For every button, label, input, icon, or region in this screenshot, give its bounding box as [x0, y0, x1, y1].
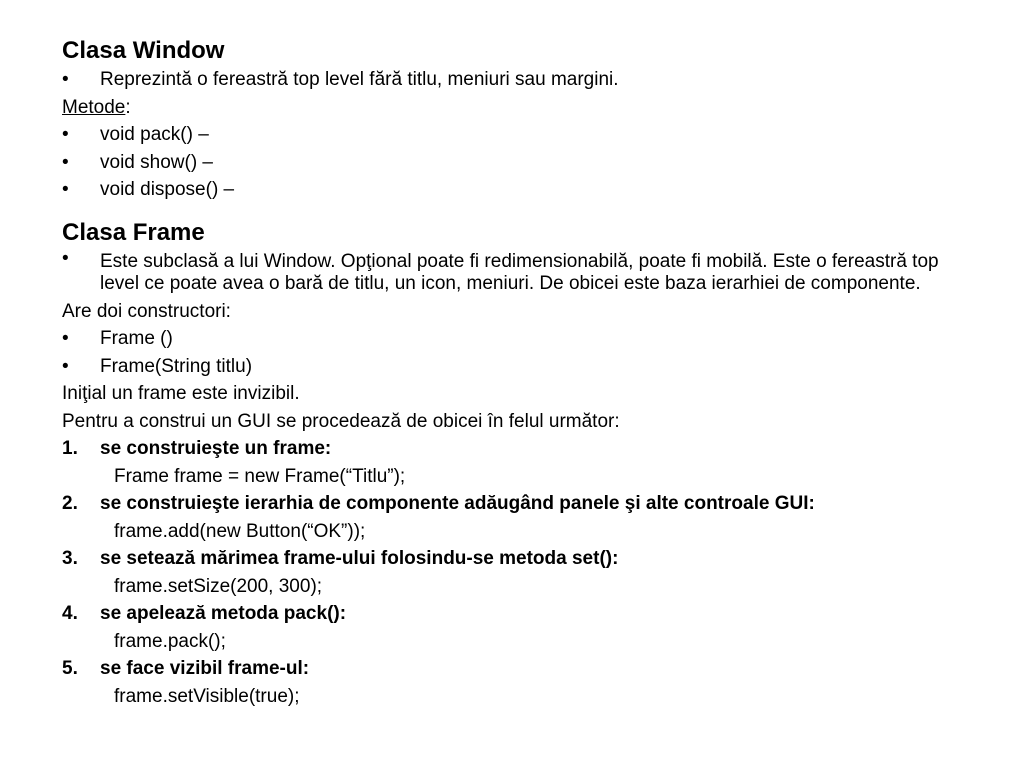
step-4-code: frame.pack(); — [114, 630, 226, 652]
step-1-code: Frame frame = new Frame(“Titlu”); — [114, 465, 406, 487]
step-text: se setează mărimea frame-ului folosindu-se metoda set(): — [100, 548, 619, 569]
bullet-icon: • — [62, 151, 69, 173]
step-2-code: frame.add(new Button(“OK”)); — [114, 520, 366, 542]
step-3 — [62, 545, 982, 573]
step-1 — [62, 435, 982, 463]
method-item-dispose — [62, 176, 982, 204]
step-5-code: frame.setVisible(true); — [114, 685, 300, 707]
frame-description — [62, 248, 982, 298]
methods-label-text: Metode — [62, 96, 126, 118]
section-gap — [62, 204, 982, 218]
bullet-icon: • — [62, 179, 69, 200]
window-heading: Clasa Window — [62, 37, 225, 64]
method-item-pack — [62, 121, 982, 149]
step-number: 3. — [62, 548, 78, 569]
step-text: se face vizibil frame-ul: — [100, 658, 310, 679]
step-text: se construieşte un frame: — [100, 438, 332, 459]
step-5 — [62, 655, 982, 683]
step-number: 4. — [62, 603, 78, 624]
bullet-icon: • — [62, 355, 69, 377]
step-2 — [62, 490, 982, 518]
method-item-text: void dispose() – — [100, 179, 235, 200]
constructor-item-title — [62, 353, 982, 381]
bullet-icon: • — [62, 247, 69, 269]
bullet-icon: • — [62, 328, 69, 349]
frame-heading: Clasa Frame — [62, 218, 205, 246]
step-text: se construieşte ierarhia de componente adăugând panele şi alte controale GUI: — [100, 493, 815, 514]
method-item-text: void show() – — [100, 151, 213, 173]
methods-label — [62, 94, 982, 122]
procedure-intro: Pentru a construi un GUI se procedează de obicei în felul următor: — [62, 410, 620, 432]
window-description-text: Reprezintă o fereastră top level fără titlu, meniuri sau margini. — [100, 69, 619, 90]
step-text: se apelează metoda pack(): — [100, 603, 347, 624]
step-number: 1. — [62, 438, 78, 459]
constructor-item-default — [62, 325, 982, 353]
window-description — [62, 66, 982, 94]
bullet-icon: • — [62, 69, 69, 90]
slide-content — [62, 36, 982, 710]
initial-note: Iniţial un frame este invizibil. — [62, 383, 300, 404]
step-number: 2. — [62, 493, 78, 514]
constructor-item-text: Frame(String titlu) — [100, 355, 253, 377]
step-number: 5. — [62, 658, 78, 679]
bullet-icon: • — [62, 124, 69, 145]
methods-label-colon: : — [125, 96, 131, 118]
constructors-intro: Are doi constructori: — [62, 300, 231, 322]
frame-description-text: Este subclasă a lui Window. Opţional poate fi redimensionabilă, poate fi mobilă. Este o fereastră top level ce poate avea o bară de titlu, un icon, meniuri. De obicei este baza ierarhiei de componente. — [100, 250, 939, 294]
constructor-item-text: Frame () — [100, 328, 173, 349]
step-4 — [62, 600, 982, 628]
step-3-code: frame.setSize(200, 300); — [114, 575, 323, 597]
method-item-text: void pack() – — [100, 124, 209, 145]
method-item-show — [62, 149, 982, 177]
